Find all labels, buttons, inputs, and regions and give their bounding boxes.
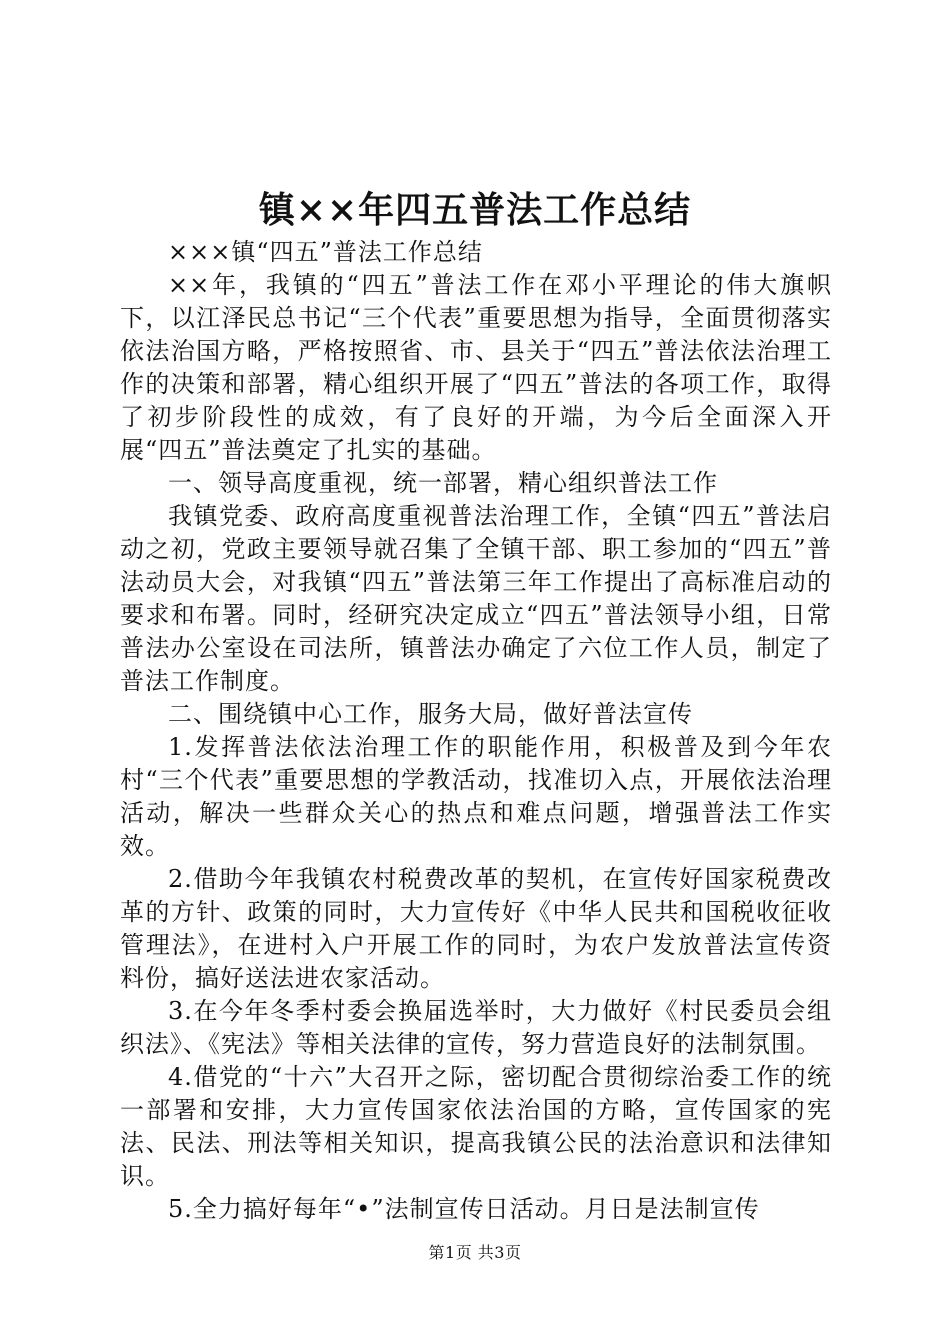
paragraph: 我镇党委、政府高度重视普法治理工作，全镇“四五”普法启动之初，党政主要领导就召集了全镇干部、职工参加的“四五”普法动员大会，对我镇“四五”普法第三年工作提出了高标准启动的要求和布署。同时，经研究决定成立“四五”普法领导小组，日常普法办公室设在司法所，镇普法办确定了六位工作人员，制定了普法工作制度。 (120, 502, 832, 695)
list-item: 2.借助今年我镇农村税费改革的契机，在宣传好国家税费改革的方针、政策的同时，大力宣传好《中华人民共和国税收征收管理法》，在进村入户开展工作的同时，为农户发放普法宣传资料份，搞好送法进农家活动。 (120, 865, 832, 992)
document-body (120, 236, 832, 1226)
document-title: 镇××年四五普法工作总结 (258, 189, 692, 231)
page-footer: 第1页 共3页 (428, 1243, 522, 1262)
list-item: 3.在今年冬季村委会换届选举时，大力做好《村民委员会组织法》、《宪法》等相关法律的宣传，努力营造良好的法制氛围。 (120, 997, 832, 1058)
paragraph-heading: ×××镇“四五”普法工作总结 (168, 238, 483, 266)
paragraph: ××年，我镇的“四五”普法工作在邓小平理论的伟大旗帜下，以江泽民总书记“三个代表”重要思想为指导，全面贯彻落实依法治国方略，严格按照省、市、县关于“四五”普法依法治理工作的决策和部署，精心组织开展了“四五”普法的各项工作，取得了初步阶段性的成效，有了良好的开端，为今后全面深入开展“四五”普法奠定了扎实的基础。 (120, 271, 832, 464)
list-item: 1.发挥普法依法治理工作的职能作用，积极普及到今年农村“三个代表”重要思想的学教活动，找准切入点，开展依法治理活动，解决一些群众关心的热点和难点问题，增强普法工作实效。 (120, 733, 832, 860)
section-heading: 二、围绕镇中心工作，服务大局，做好普法宣传 (168, 700, 693, 728)
list-item: 4.借党的“十六”大召开之际，密切配合贯彻综治委工作的统一部署和安排，大力宣传国家依法治国的方略，宣传国家的宪法、民法、刑法等相关知识，提高我镇公民的法治意识和法律知识。 (120, 1063, 832, 1190)
list-item: 5.全力搞好每年“•”法制宣传日活动。月日是法制宣传 (168, 1195, 760, 1223)
section-heading: 一、领导高度重视，统一部署，精心组织普法工作 (168, 469, 718, 497)
